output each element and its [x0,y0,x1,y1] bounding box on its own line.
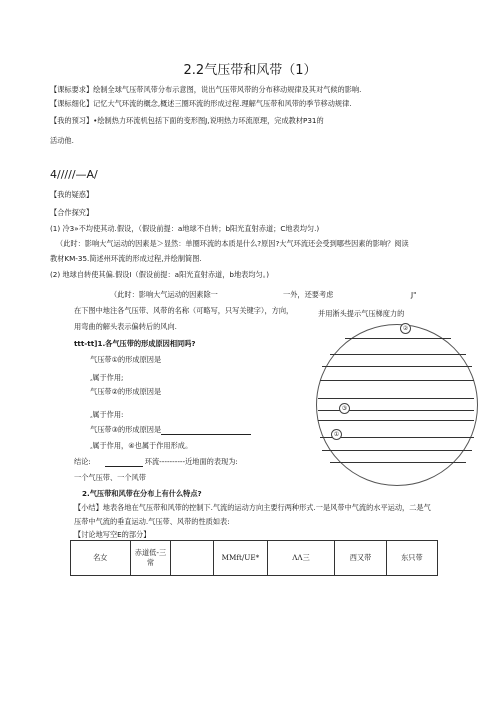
question-1-line-1: (1) 冷3»不均使其动.假设，（假设前提：a地球不自转；b阳光直射赤道；C地表均匀.) [50,224,320,233]
table-cell: 赤道低-三常 [130,541,171,576]
table-cell: 东只带 [386,541,437,576]
band-line [320,437,474,438]
belt-1-role: ,属于作用; [90,373,124,382]
cooperative-inquiry-heading: 【合作探究】 [50,208,94,217]
band-line [322,366,472,367]
table-cell: 西又带 [335,541,386,576]
belt-3-role: ,属于作用，④也属于作用形成。 [90,441,193,450]
table-cell: 名女 [71,541,131,576]
side-line-1a: （此时：影响大气运动的因素除一 [110,290,218,299]
question-1-line-2: （此时：影响大气运动的因素是＞显然：单圈环流的本质是什么?原因?大气环流还会受到哪些因素的影响？阅读 [56,239,409,248]
belt-1-reason: 气压带①的形成原因是 [90,355,162,364]
question-2: (2) 地球自转使其偏.假设I（假设前提：a阳光直射赤道，b地表均匀。) [50,270,270,279]
side-line-1b: 一外，还要考虑 [283,290,334,299]
preview-line-1: 【我的预习】•绘制热力环流机包括下面的变形图J,说明热力环流原理，完成教材P31的 [50,116,324,125]
discussion-heading: 【讨论地写空E的部分】 [74,530,151,539]
diagram-caption: 并用淅头提示气压梯度力的 [318,309,405,318]
band-line [322,450,472,451]
band-line [318,398,474,399]
table-cell: MMft/UE* [214,541,267,576]
band-line [330,462,466,463]
curriculum-detail: 【课标细化】记忆大气环流的概念,概述三圈环流的形成过程.理解气压带和风带的季节移动规律. [50,99,352,108]
belt-2-reason: 气压带②的形成原因是 [90,387,162,396]
conclusion: 结论: 环流----------近地面的表现为: [74,457,238,466]
band-line [318,420,474,421]
preview-line-2: 活动他. [50,136,74,145]
band-marker-1: ① [331,429,342,440]
table-row [71,541,438,576]
small-conclusion-line-1: 【小结】地表各地在气压带和风带的控制下.气流的运动方向主要行两种形式.一是风带中气流的水平运动，二是气 [74,503,431,512]
belt-properties-table [70,540,438,576]
page-title: 2.2气压带和风带（1） [183,63,317,78]
band-line [345,338,451,339]
side-line-3: 用弯曲的解头表示偏转后的风向. [74,322,177,331]
question-3: 2.气压带和风带在分布上有什么特点? [82,489,202,498]
side-line-2: 在下图中地注各气压带、风带的名称（可略写，只写关键字），方向， [74,306,294,315]
curriculum-standard: 【课标要求】绘制全球气压带风带分布示意图，说出气压带风带的分布移动规律及其对气候的影响. [50,85,362,94]
belt-2-role: ,属于作用: [90,410,124,419]
question-1-line-3: 教材KM-35.简述州环流的形成过程,并绘制简图. [50,254,202,263]
table-cell [171,541,214,576]
belt-3-reason: 气压带③的形成原因是 [90,425,251,435]
my-doubts-heading: 【我的疑惑】 [50,190,94,199]
sub-question-heading: ttt-tt]1.各气压带的形成原因相同吗? [74,339,196,348]
summary: 一个气压带、一个风带 [74,473,146,482]
band-line [320,380,474,381]
garbled-heading: 4/////—A/ [50,168,98,181]
band-marker-3: ③ [339,403,350,414]
side-line-1c: J" [411,290,417,299]
band-line [330,354,466,355]
small-conclusion-line-2: 压带中气流的垂直运动.气压带、风带的性质如表: [74,517,230,526]
band-marker-2: ② [400,323,411,334]
table-cell: ΛΛ三 [267,541,335,576]
